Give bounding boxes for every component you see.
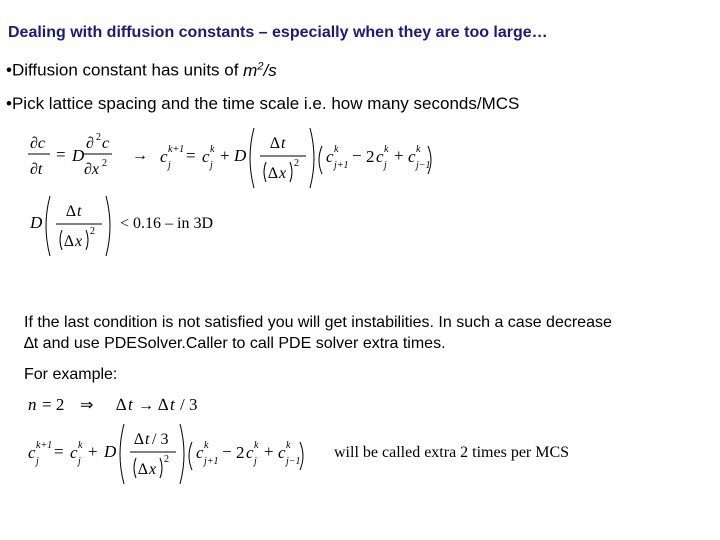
svg-text:∂: ∂	[86, 135, 94, 152]
svg-text:→: →	[132, 147, 148, 164]
svg-text:∂c: ∂c	[30, 135, 46, 152]
svg-text:x: x	[279, 165, 287, 182]
svg-text:k: k	[416, 144, 421, 155]
svg-text:+: +	[264, 442, 274, 461]
svg-text:=: =	[54, 442, 64, 461]
svg-text:D: D	[30, 213, 43, 232]
svg-text:c: c	[408, 147, 416, 166]
svg-text:j: j	[78, 456, 81, 467]
svg-text:k+1: k+1	[36, 440, 53, 451]
svg-text:c: c	[70, 443, 78, 462]
svg-text:j: j	[210, 160, 213, 171]
svg-text:t: t	[170, 395, 175, 414]
instability-paragraph	[24, 312, 704, 354]
bullet-units	[6, 60, 277, 81]
svg-text:j+1: j+1	[204, 456, 219, 467]
svg-text:j−1: j−1	[286, 456, 301, 467]
svg-text:c: c	[102, 135, 110, 152]
svg-text:j: j	[384, 160, 387, 171]
svg-text:/ 3: / 3	[152, 431, 169, 448]
svg-text:n: n	[28, 395, 37, 414]
svg-text:2: 2	[90, 226, 95, 237]
svg-text:c: c	[196, 443, 204, 462]
svg-text:c: c	[28, 443, 36, 462]
svg-text:=: =	[56, 145, 66, 164]
svg-text:∆: ∆	[64, 233, 74, 250]
paragraph-line-1: If the last condition is not satisfied you will get instabilities. In such a case decrease	[24, 314, 612, 331]
svg-text:k: k	[210, 144, 215, 155]
svg-text:/ 3: / 3	[180, 395, 198, 414]
svg-text:+: +	[88, 442, 98, 461]
svg-text:c: c	[160, 147, 168, 166]
svg-text:= 2: = 2	[42, 395, 65, 414]
svg-text:2: 2	[294, 158, 299, 169]
svg-text:t: t	[128, 395, 133, 414]
svg-text:j: j	[168, 160, 171, 171]
svg-text:x: x	[149, 461, 157, 478]
svg-text:k: k	[78, 440, 83, 451]
svg-text:−: −	[352, 146, 362, 165]
stability-limit-text: < 0.16 – in 3D	[120, 215, 214, 232]
svg-text:∆: ∆	[116, 395, 127, 414]
svg-text:k: k	[286, 440, 291, 451]
svg-text:⇒: ⇒	[80, 397, 94, 414]
units-per-s: /s	[263, 60, 277, 80]
diffusion-equation	[24, 124, 444, 194]
svg-text:2: 2	[236, 443, 245, 462]
svg-text:∆: ∆	[134, 431, 144, 448]
svg-text:−: −	[222, 442, 232, 461]
svg-text:j: j	[254, 456, 257, 467]
example-label: For example:	[24, 366, 118, 383]
svg-text:∆: ∆	[158, 395, 169, 414]
svg-text:j−1: j−1	[416, 160, 431, 171]
example-n-equation	[24, 388, 224, 418]
svg-text:2: 2	[96, 132, 101, 143]
stability-condition	[24, 192, 274, 262]
svg-text:+: +	[220, 146, 230, 165]
svg-text:k: k	[254, 440, 259, 451]
svg-text:x: x	[75, 233, 83, 250]
extra-calls-text: will be called extra 2 times per MCS	[334, 444, 570, 461]
svg-text:k: k	[334, 144, 339, 155]
units-m: m	[243, 60, 258, 80]
svg-text:c: c	[278, 443, 286, 462]
svg-text:2: 2	[366, 147, 375, 166]
svg-text:∂x: ∂x	[84, 161, 100, 178]
example-update-equation	[24, 418, 624, 490]
svg-text:k+1: k+1	[168, 144, 185, 155]
svg-text:+: +	[394, 146, 404, 165]
bullet-lattice: •Pick lattice spacing and the time scale i.e. how many seconds/MCS	[6, 94, 520, 113]
svg-text:D: D	[234, 146, 247, 165]
svg-text:∆: ∆	[268, 165, 278, 182]
svg-text:t: t	[145, 431, 150, 448]
paragraph-line-2: ∆t and use PDESolver.Caller to call PDE solver extra times.	[24, 335, 446, 352]
svg-text:2: 2	[164, 454, 169, 465]
svg-text:∆: ∆	[66, 203, 76, 220]
svg-text:c: c	[326, 147, 334, 166]
svg-text:2: 2	[102, 158, 107, 169]
svg-text:∆: ∆	[270, 135, 280, 152]
svg-text:k: k	[384, 144, 389, 155]
svg-text:j+1: j+1	[334, 160, 349, 171]
svg-text:c: c	[246, 443, 254, 462]
svg-text:∂t: ∂t	[30, 161, 43, 178]
svg-text:c: c	[202, 147, 210, 166]
svg-text:t: t	[77, 203, 82, 220]
svg-text:=: =	[186, 146, 196, 165]
svg-text:D: D	[72, 146, 85, 165]
units-exponent: 2	[257, 60, 264, 72]
svg-text:t: t	[281, 135, 286, 152]
svg-text:→: →	[138, 397, 154, 414]
svg-text:D: D	[104, 442, 117, 461]
svg-text:∆: ∆	[138, 461, 148, 478]
svg-text:k: k	[204, 440, 209, 451]
svg-text:c: c	[376, 147, 384, 166]
svg-text:j: j	[36, 456, 39, 467]
bullet-units-text: •Diffusion constant has units of	[6, 60, 244, 80]
slide-title: Dealing with diffusion constants – especially when they are too large…	[8, 24, 548, 41]
